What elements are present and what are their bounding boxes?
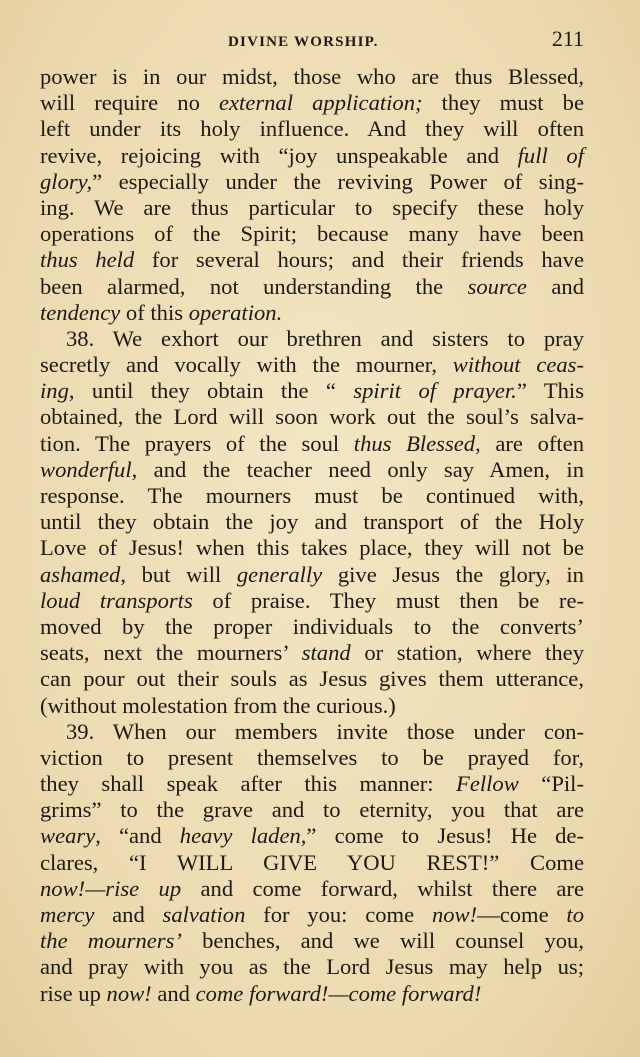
text-line <box>40 378 584 404</box>
text-run: left under its holy influence. And they will often <box>40 116 584 142</box>
italic-run: full of <box>517 142 584 168</box>
text-run: can pour out their souls as Jesus gives them utterance, <box>40 666 584 692</box>
text-line <box>40 535 584 561</box>
text-run: and <box>526 273 584 299</box>
text-run: of praise. They must then be re- <box>192 587 585 613</box>
text-line <box>40 404 584 430</box>
text-line <box>40 928 584 954</box>
text-line <box>40 143 584 169</box>
text-run: give Jesus the glory, in <box>322 561 584 587</box>
italic-run: heavy laden <box>179 823 301 849</box>
text-run: and pray with you as the Lord Jesus may help us; <box>40 954 584 980</box>
italic-run: spirit of prayer. <box>353 378 517 404</box>
italic-run: come forward!—come forward! <box>195 980 482 1006</box>
text-line <box>40 483 584 509</box>
text-run: 39. When our members invite those under con- <box>66 718 584 744</box>
text-run: revive, rejoicing with “joy unspeakable and <box>40 142 518 168</box>
text-line <box>40 221 584 247</box>
text-run: Love of Jesus! when this takes place, they will not be <box>40 535 584 561</box>
italic-run: generally <box>236 561 323 587</box>
text-run: response. The mourners must be continued with, <box>40 483 584 508</box>
text-run: benches, and we will counsel you, <box>181 928 584 954</box>
italic-run: without ceas- <box>452 352 584 378</box>
text-run: “Pil- <box>518 771 584 797</box>
text-run: and come forward, whilst there are <box>181 875 584 901</box>
text-line <box>40 771 584 797</box>
text-line <box>40 719 584 745</box>
text-line <box>40 954 584 980</box>
italic-run: source <box>467 273 527 299</box>
text-run: for several hours; and their friends have <box>134 247 584 273</box>
text-run: until they obtain the joy and transport of the Holy <box>40 509 584 535</box>
text-run: rise up <box>40 980 107 1006</box>
text-line <box>40 64 584 90</box>
running-head: DIVINE WORSHIP. <box>228 34 379 50</box>
text-run: , “and <box>95 823 180 849</box>
italic-run: wonderful <box>40 456 132 482</box>
italic-run: ing <box>40 378 69 404</box>
italic-run: the mourners’ <box>40 928 182 954</box>
italic-run: thus held <box>40 247 135 273</box>
text-run: ,” come to Jesus! He de- <box>300 823 584 849</box>
text-line <box>40 823 584 849</box>
text-run: power is in our midst, those who are thus Blessed, <box>40 64 584 89</box>
text-line <box>40 169 584 195</box>
text-run: grims” to the grave and to eternity, you that are <box>40 797 584 823</box>
text-run: secretly and vocally with the mourner, <box>40 352 453 378</box>
text-line <box>40 588 584 614</box>
text-run: , until they obtain the “ <box>68 378 354 404</box>
text-run: 38. We exhort our brethren and sisters to pray <box>66 325 584 351</box>
text-line <box>40 116 584 142</box>
text-line <box>40 693 584 719</box>
text-run: ” especially under the reviving Power of sing- <box>92 168 584 194</box>
italic-run: now!—rise up <box>40 875 182 901</box>
text-line <box>40 247 584 273</box>
text-run: for you: come <box>245 902 432 927</box>
text-run: or station, where they <box>350 640 584 666</box>
text-line <box>40 195 584 221</box>
text-line <box>40 274 584 300</box>
text-line <box>40 431 584 457</box>
text-run: and <box>94 902 163 927</box>
text-run: they must be <box>422 90 584 116</box>
italic-run: ashamed <box>40 561 121 587</box>
text-line <box>40 876 584 902</box>
text-line <box>40 457 584 483</box>
text-run: tion. The prayers of the soul <box>40 430 354 456</box>
italic-run: weary <box>40 823 96 849</box>
text-run: seats, next the mourners’ <box>40 640 302 666</box>
text-run: they shall speak after this manner: <box>40 771 457 797</box>
text-run: , but will <box>120 561 237 587</box>
italic-run: salvation <box>162 902 246 927</box>
italic-run: now! <box>431 902 478 927</box>
text-run: (without molestation from the curious.) <box>40 692 396 718</box>
italic-run: stand <box>301 640 351 666</box>
text-line <box>40 850 584 876</box>
text-line <box>40 562 584 588</box>
text-line <box>40 666 584 692</box>
italic-run: loud transports <box>40 587 193 613</box>
text-run: will require no <box>40 90 219 116</box>
text-run: ” This <box>516 378 584 404</box>
italic-run: thus Blessed <box>353 430 476 456</box>
page-header <box>42 26 584 60</box>
text-run: ing. We are thus particular to specify these holy <box>40 194 584 220</box>
text-run: , are often <box>475 430 584 456</box>
text-line <box>40 326 584 352</box>
text-line <box>40 981 584 1007</box>
text-run: viction to present themselves to be prayed for, <box>40 744 584 770</box>
text-run: been alarmed, not understanding the <box>40 273 468 299</box>
text-line <box>40 352 584 378</box>
italic-run: glory, <box>40 168 93 194</box>
text-line <box>40 797 584 823</box>
text-run: obtained, the Lord will soon work out the soul’s salva- <box>40 404 584 430</box>
text-run: clares, “I WILL GIVE YOU REST!” Come <box>40 849 584 875</box>
text-line <box>40 300 584 326</box>
page-number: 211 <box>551 26 584 51</box>
text-run: —come <box>477 902 567 927</box>
text-line <box>40 902 584 928</box>
text-line <box>40 90 584 116</box>
italic-run: tendency <box>40 299 121 325</box>
italic-run: operation. <box>188 299 283 325</box>
italic-run: Fellow <box>456 771 519 797</box>
text-line <box>40 509 584 535</box>
text-line <box>40 614 584 640</box>
text-run: and <box>151 980 196 1006</box>
text-run: moved by the proper individuals to the converts’ <box>40 613 584 639</box>
italic-run: to <box>566 902 584 927</box>
italic-run: now! <box>106 980 152 1006</box>
italic-run: external application; <box>218 90 423 116</box>
text-run: of this <box>120 299 189 325</box>
body-text <box>40 64 584 1007</box>
text-run: , and the teacher need only say Amen, in <box>131 456 584 482</box>
text-line <box>40 640 584 666</box>
text-line <box>40 745 584 771</box>
italic-run: mercy <box>40 902 95 927</box>
text-run: operations of the Spirit; because many have been <box>40 221 584 247</box>
